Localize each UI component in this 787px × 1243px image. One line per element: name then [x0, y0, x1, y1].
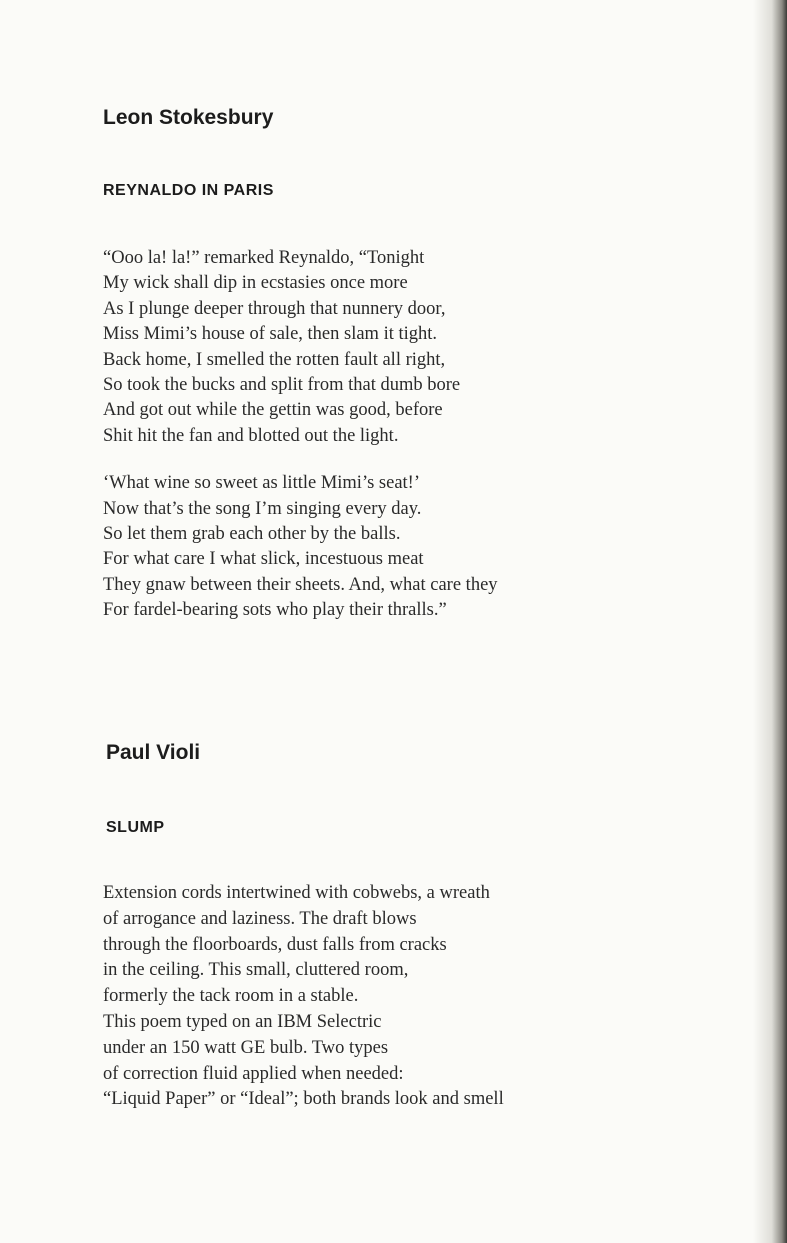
poem-title: REYNALDO IN PARIS	[103, 182, 274, 199]
poem-line: ‘What wine so sweet as little Mimi’s seat!’	[103, 473, 420, 494]
poem-line: Now that’s the song I’m singing every day.	[103, 498, 422, 519]
poem-line: So let them grab each other by the balls.	[103, 523, 401, 544]
poem-line: of arrogance and laziness. The draft blows	[103, 908, 417, 929]
poem-line: in the ceiling. This small, cluttered room,	[103, 960, 409, 981]
poem-line: So took the bucks and split from that dumb bore	[103, 374, 461, 395]
poem-line: My wick shall dip in ecstasies once more	[103, 273, 408, 294]
page-edge-shadow	[753, 0, 787, 1243]
poem-line: of correction fluid applied when needed:	[103, 1063, 404, 1084]
poem-line: They gnaw between their sheets. And, what care they	[103, 574, 498, 595]
poem-line: For fardel-bearing sots who play their thralls.”	[103, 600, 447, 621]
poem-title: SLUMP	[106, 819, 165, 836]
stanza-break	[103, 449, 498, 471]
stanza	[103, 471, 498, 623]
poem-line: This poem typed on an IBM Selectric	[103, 1011, 382, 1032]
poem-line: through the floorboards, dust falls from cracks	[103, 934, 447, 955]
poem-line: formerly the tack room in a stable.	[103, 986, 359, 1007]
poem-line: Extension cords intertwined with cobwebs, a wreath	[103, 883, 490, 903]
poem-line: For what care I what slick, incestuous meat	[103, 549, 424, 570]
poem-line: As I plunge deeper through that nunnery door,	[103, 298, 446, 319]
poem-line: Miss Mimi’s house of sale, then slam it tight.	[103, 324, 438, 345]
author-name: Leon Stokesbury	[103, 106, 274, 129]
author-name: Paul Violi	[106, 741, 201, 764]
poem-line: Shit hit the fan and blotted out the light.	[103, 425, 399, 446]
stanza	[103, 881, 504, 1113]
stanza	[103, 246, 498, 449]
poem-line: under an 150 watt GE bulb. Two types	[103, 1037, 389, 1058]
poem-line: Back home, I smelled the rotten fault all right,	[103, 349, 446, 370]
poem-line: “Liquid Paper” or “Ideal”; both brands look and smell	[103, 1089, 504, 1110]
poem-line: And got out while the gettin was good, before	[103, 400, 443, 421]
poem-body	[103, 246, 498, 623]
poem-line: “Ooo la! la!” remarked Reynaldo, “Tonight	[103, 248, 425, 268]
poem-body	[103, 881, 504, 1113]
